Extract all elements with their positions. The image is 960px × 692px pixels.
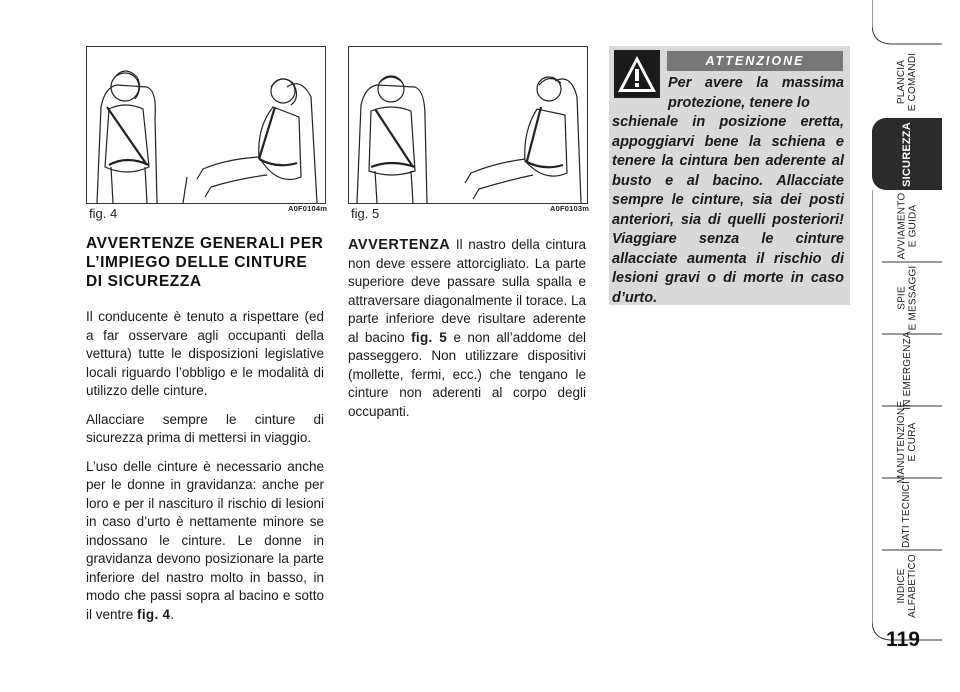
section-heading: AVVERTENZE GENERALI PER L’IMPIEGO DELLE CINTURE DI SICUREZZA	[86, 235, 324, 290]
warning-banner: ATTENZIONE	[667, 51, 843, 71]
left-column	[86, 308, 324, 634]
sidebar-tab-manutenzione[interactable]	[872, 400, 942, 484]
figure-5-code: A0F0103m	[550, 204, 590, 213]
paragraph-legislation: Il conducente è tenuto a rispettare (ed a far osservare agli occupanti della vettura) tutte le disposizioni legislative locali riguardo l’obbligo e le modalità di utilizzo delle cinture.	[86, 309, 324, 398]
figure-4-code: A0F0104m	[288, 204, 328, 213]
sidebar-tab-label: SPIE E MESSAGGI	[895, 265, 918, 331]
paragraph-pregnancy	[86, 458, 324, 625]
sidebar-tab-indice[interactable]	[872, 550, 942, 622]
sidebar-tab-sicurezza[interactable]	[872, 118, 942, 190]
sidebar-tab-label: PLANCIA E COMANDI	[895, 52, 918, 112]
avvertenza-text-2: e non all’addome del passeggero. Non utilizzare dispositivi (mollette, fermi, ecc.) che tengano le cinture non aderenti al corpo degli occupanti.	[348, 329, 586, 419]
figure-5-reference[interactable]: fig. 5	[411, 329, 448, 345]
figure-4-label: fig. 4	[89, 206, 118, 221]
sidebar-tab-label: SICUREZZA	[900, 121, 913, 187]
seatbelt-pregnant-illustration	[87, 47, 325, 203]
page-number: 119	[886, 628, 920, 651]
sidebar-tab-label: AVVIAMENTO E GUIDA	[896, 192, 918, 260]
warning-text	[612, 74, 844, 308]
sidebar-tab-dati-tecnici[interactable]	[872, 478, 942, 550]
pregnancy-text: L’uso delle cinture è necessario anche per le donne in gravidanza: anche per loro e per il nascituro il rischio di lesioni in caso d’urto è nettamente minore se indossano le cinture. Le donne in gravidanza devono posizionare la parte inferiore del nastro molto in basso, in modo che passi sopra al bacino e sotto il ventre	[86, 458, 324, 622]
sidebar-tab-spie[interactable]	[872, 262, 942, 334]
sidebar-tab-emergenza[interactable]	[872, 330, 942, 410]
warning-lead: Per avere la massima protezione, tenere lo	[668, 75, 844, 111]
paragraph-fasten: Allacciare sempre le cinture di sicurezza prima di mettersi in viaggio.	[86, 411, 324, 445]
pregnancy-end: .	[170, 606, 175, 622]
figure-4-reference[interactable]: fig. 4	[137, 606, 171, 622]
middle-column	[348, 236, 586, 431]
avvertenza-lead: AVVERTENZA	[348, 237, 451, 253]
sidebar-tab-label: INDICE ALFABETICO	[896, 554, 918, 618]
figure-4-image	[86, 46, 326, 204]
paragraph-avvertenza	[348, 236, 586, 421]
avvertenza-text-1: Il nastro della cintura non deve essere attorcigliato. La parte superiore deve passare sulla spalla e attraversare diagonalmente il torace. La parte inferiore deve risultare aderente al bacino	[348, 237, 586, 345]
sidebar-tab-label: MANUTENZIONE E CURA	[896, 400, 918, 484]
figure-5-image	[348, 46, 588, 204]
sidebar-tab-avviamento[interactable]	[872, 190, 942, 262]
figure-5-label: fig. 5	[351, 206, 380, 221]
seatbelt-correct-illustration	[349, 47, 587, 203]
warning-body: schienale in posizione eretta, appoggiarvi bene la schiena e tenere la cintura ben aderente al busto e al bacino. Allacciate sempre le cinture, sia dei posti anteriori, sia di quelli posteriori! Viaggiare senza le cinture allacciate aumenta il rischio di lesioni gravi o di morte in caso d’urto.	[612, 114, 844, 306]
sidebar-tab-plancia[interactable]	[872, 46, 942, 118]
sidebar-tab-label: IN EMERGENZA	[901, 330, 913, 410]
sidebar-tab-label: DATI TECNICI	[901, 480, 913, 548]
